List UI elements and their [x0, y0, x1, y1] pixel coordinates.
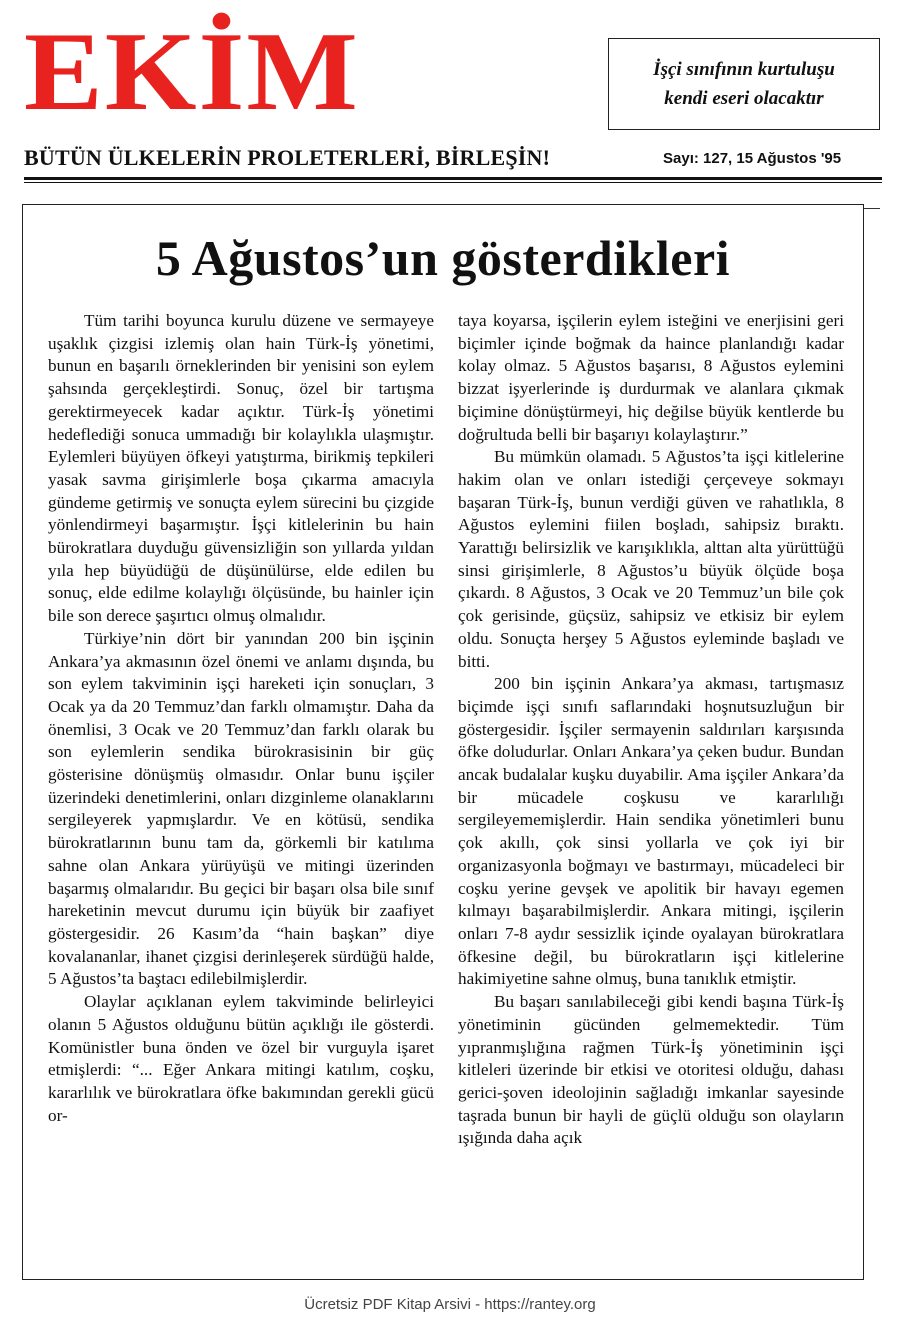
article-headline: 5 Ağustos’un gösterdikleri: [155, 230, 731, 286]
slogan: BÜTÜN ÜLKELERİN PROLETERLERİ, BİRLEŞİN!: [24, 145, 551, 170]
paragraph: Tüm tarihi boyunca kurulu düzene ve sermayeye uşaklık çizgisi izlemiş olan hain Türk-İş yönetimi, bunun en başarılı örneklerinden bir yenisini son eylem şahsında gerçekleştirdi. Sonuç, özel bir tartışma gerektirmeyecek kadar açıktır. Türk-İş yönetimi hedeflediği sonuca ummadığı bir kolaylıkla ulaşmıştır. Eylemleri büyüyen öfkeyi yatıştırma, birikmiş tepkileri yasak savma girişimlerle boşa çıkarma amacıyla gündeme getirmiş ve sonuçta eylem sürecini bu çizgide yönlendirmeyi başarmıştır. İşçi kitlelerinin bu hain bürokratlara duyduğu güvensizliğin son yıllarda yıldan yıla hep büyüdüğü de düşünülürse, elde edilen bu sonuç, elde edilme kolaylığı ölçüsünde, bu hainler için bile son derece şaşırtıcı olmuş olmalıdır.: [48, 311, 434, 626]
motto-line-2: kendi eseri olacaktır: [664, 88, 824, 109]
motto-line-1: İşçi sınıfının kurtuluşu: [653, 59, 835, 80]
masthead-rule: [24, 177, 882, 180]
article-column-left: [48, 310, 434, 1127]
paragraph: Bu mümkün olamadı. 5 Ağustos’ta işçi kitlelerine hakim olan ve onları istediği çerçeveye sokmayı başaran Türk-İş, bunun verdiği güven ve rahatlıkla, 8 Ağustos eylemini fiilen boşladı, sahipsiz bıraktı. Yarattığı belirsizlik ve karışıklıkla, alttan alta yürüttüğü sinsi girişimlerle, 8 Ağustos’u büyük ölçüde boşa çıkardı. 8 Ağustos, 3 Ocak ve 20 Temmuz’un bile çok çok gerisinde, güçsüz, sahipsiz ve etkisiz bir eylem oldu. Sonuçta herşey 5 Ağustos eyleminde başladı ve bitti.: [458, 447, 844, 671]
masthead-logo: EKİM: [24, 9, 360, 134]
motto-box: [608, 38, 880, 130]
paragraph: 200 bin işçinin Ankara’ya akması, tartışmasız biçimde işçi sınıfı saflarındaki hoşnutsuzluğun bir göstergesidir. İşçiler sermayenin saldırıları karşısında öfke doludurlar. Onları Ankara’ya çeken budur. Bundan ancak budalalar kuşku duyabilir. Ama işçiler Ankara’da bir mücadele coşkusu ve kararlılığı sergileyememişlerdir. Hain sendika yönetimleri bunu çok akıllı, çok sinsi yollarla ve çok iyi bir organizasyonla boğmayı ve bastırmayı, mücadeleci bir coşku yerine gevşek ve apolitik bir havayı egemen kılmayı başarabilmişlerdir. Ankara mitingi, işçilerin onları 7-8 aydır sessizlik içinde oyalayan bürokratlara öfkesine değil, bu bürokratların işçi kitlelerine hakimiyetine sahne olmuş, buna tanıklık etmiştir.: [458, 674, 844, 989]
frame-stub-line: [864, 208, 880, 209]
paragraph: Olaylar açıklanan eylem takviminde belirleyici olanın 5 Ağustos olduğunu bütün açıklığı ile gösterdi. Komünistler buna önden ve özel bir vurguyla işaret etmişlerdi: “... Eğer Ankara mitingi katılım, coşku, kararlılık ve bürokratlara öfke bakımından gerekli gücü or-: [48, 992, 434, 1125]
footer-note: Ücretsiz PDF Kitap Arsivi - https://rantey.org: [304, 1296, 596, 1313]
issue-info: Sayı: 127, 15 Ağustos '95: [663, 150, 842, 167]
masthead-rule-thin: [24, 182, 882, 183]
paragraph: Bu başarı sanılabileceği gibi kendi başına Türk-İş yönetiminin gücünden gelmemektedir. Tüm yıpranmışlığına rağmen Türk-İş yönetiminin işçi kitleleri üzerinde bir etkisi ve otoritesi olduğu, dahası gerici-şoven ideolojinin sağladığı imkanlar sayesinde taşrada bunun bir hayli de güçlü olduğu son olayların ışığında daha açık: [458, 992, 844, 1148]
paragraph: Türkiye’nin dört bir yanından 200 bin işçinin Ankara’ya akmasının özel önemi ve anlamı dışında, bu son eylem takviminin işçi hareketi için sonuçları, 3 Ocak ya da 20 Temmuz’dan farklı olmamıştır. Daha da önemlisi, 3 Ocak ve 20 Temmuz’dan farklı olarak bu son eylemlerin sendika bürokrasisinin bir güç gösterisine dönüşmüş olmasıdır. Onlar bunu işçiler üzerindeki denetimlerini, onları dizginleme olanaklarını sergileyerek yapmışlardır. Ve en kötüsü, sendika bürokratlarının bunu tam da, görkemli bir katılıma sahne olan Ankara yürüyüşü ve mitingi üzerinden başarmış olmalarıdır. Bu geçici bir başarı olsa bile sınıf hareketinin mevcut durumu için büyük bir zaafiyet göstergesidir. 26 Kasım’da “hain başkan” diye kovalananlar, ihanet çizgisi derinleşerek sürdüğü halde, 5 Ağustos’ta baştacı edilebilmişlerdir.: [48, 628, 434, 989]
paragraph-continuation: taya koyarsa, işçilerin eylem isteğini ve enerjisini geri biçimler içinde boğmak da haince planlandığı kadar kolay olmaz. 5 Ağustos başarısı, 8 Ağustos eylemini bizzat işyerlerinde iş durdurmak ve alanlara çıkmak biçimine dönüştürmeyi, hiç değilse büyük kentlerde bu doğrultuda belli bir başarıyı kolaylaştırır.”: [458, 311, 844, 444]
article-column-right: [458, 310, 844, 1150]
